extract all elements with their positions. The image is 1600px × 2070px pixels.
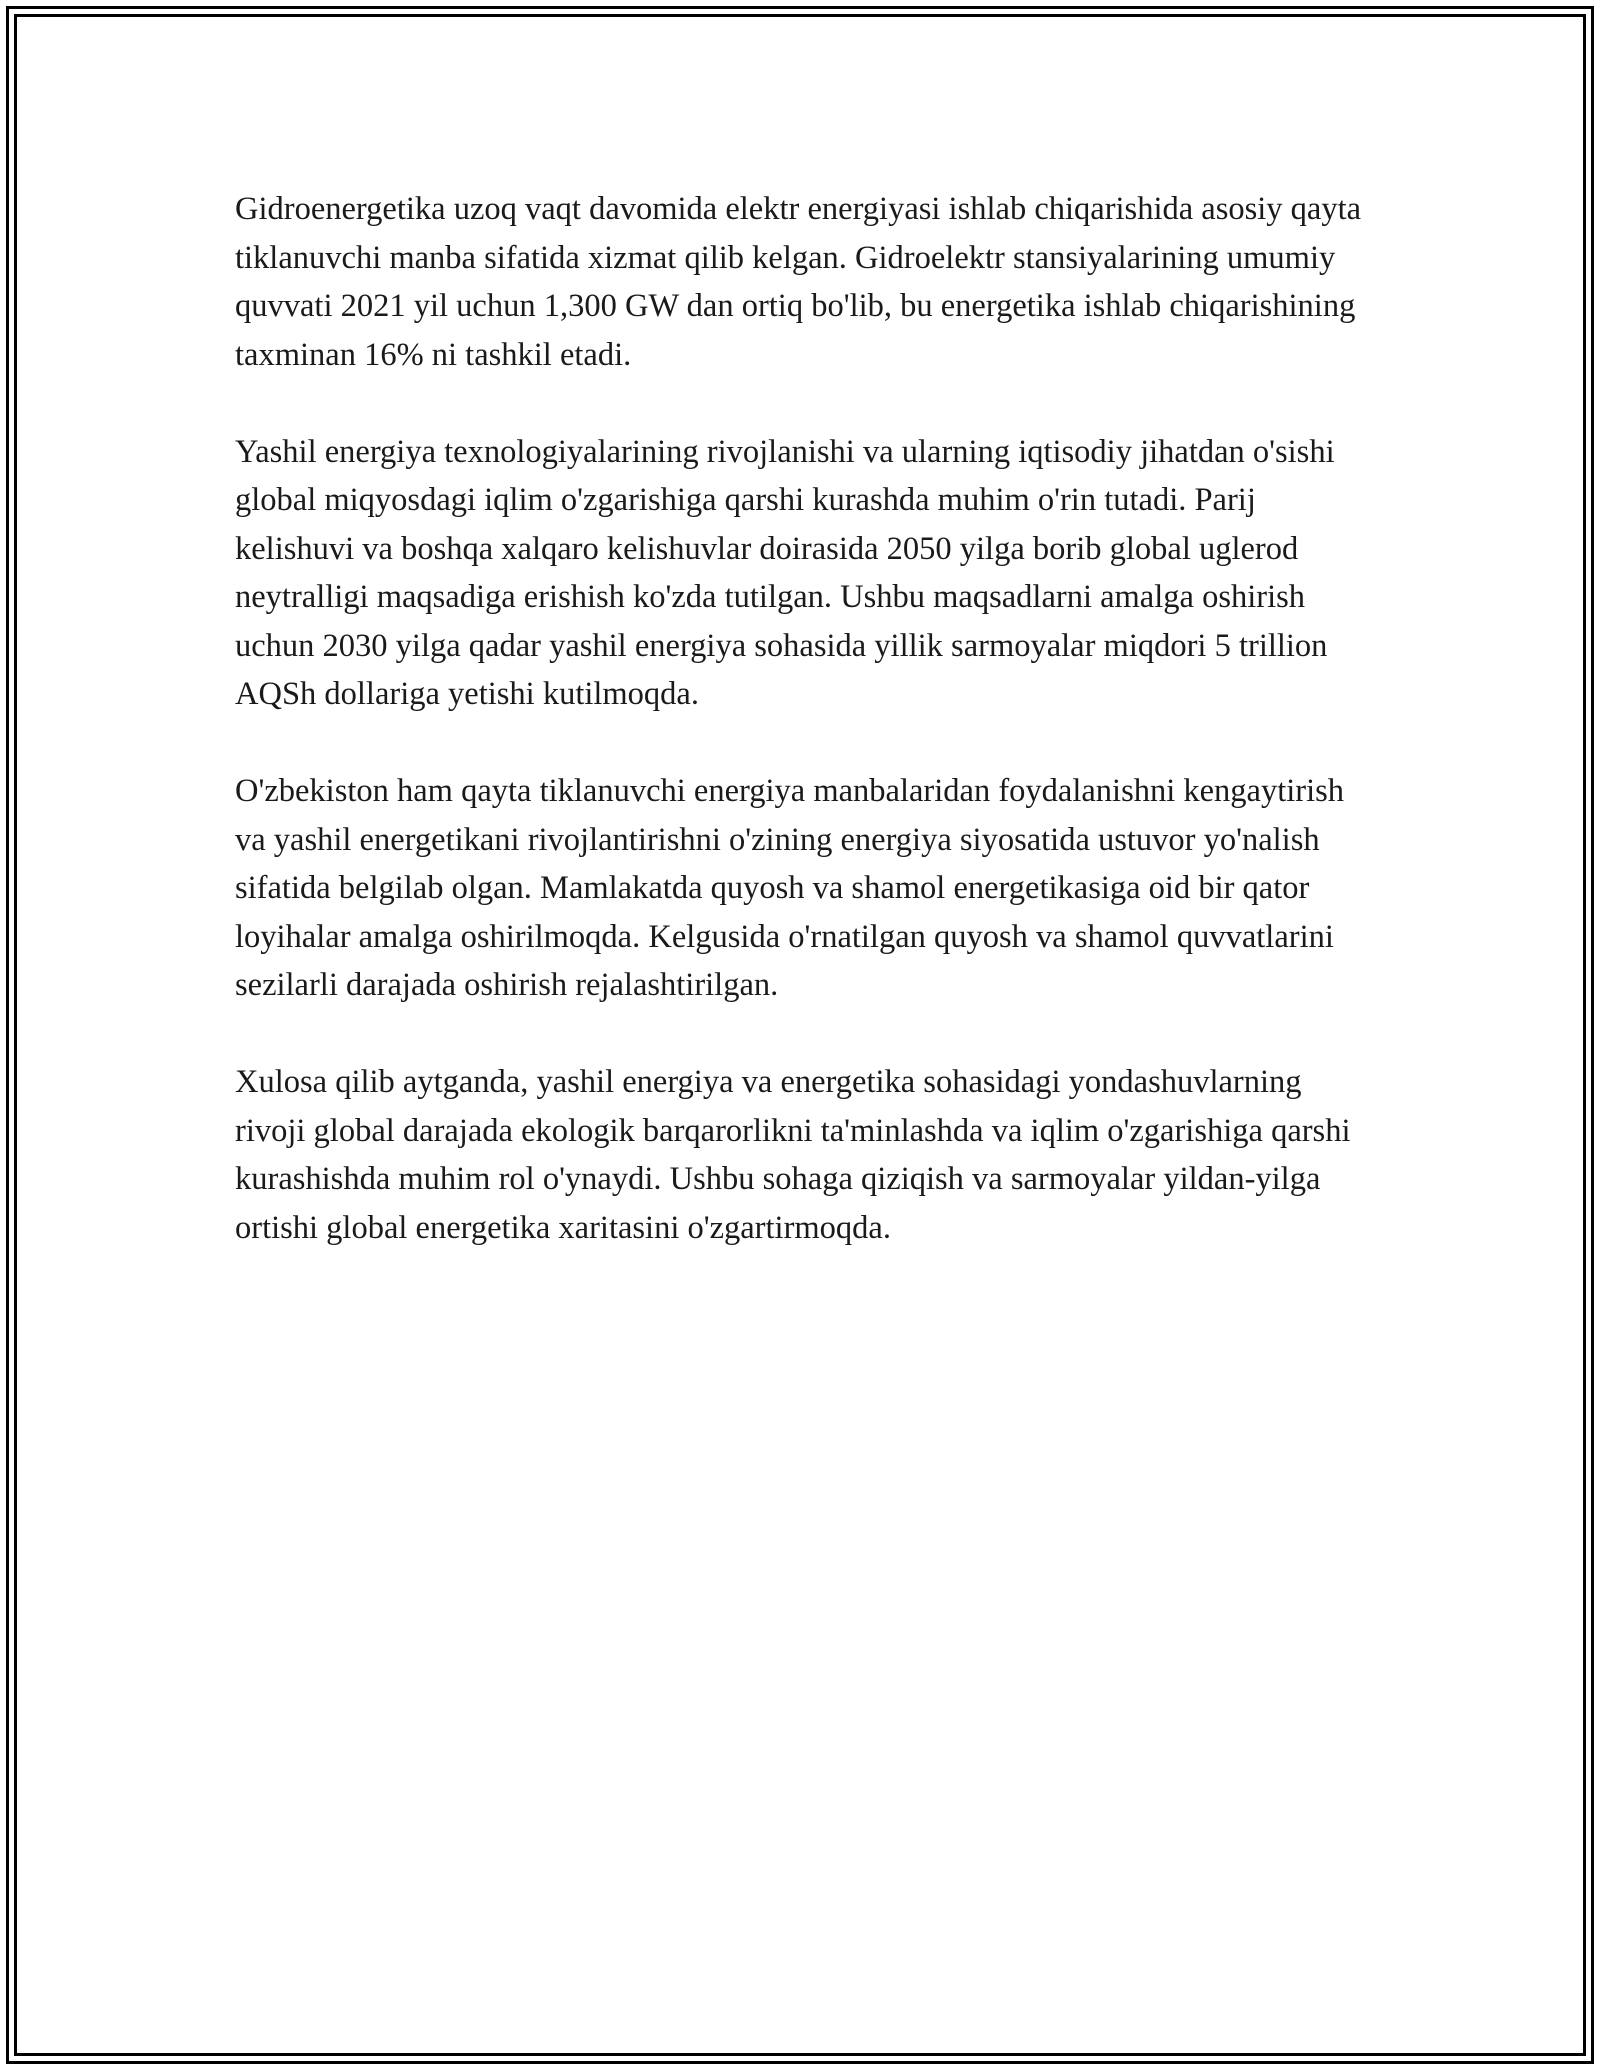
paragraph-conclusion: Xulosa qilib aytganda, yashil energiya va energetika sohasidagi yondashuvlarning rivoji global darajada ekologik barqarorlikni ta'minlashda va iqlim o'zgarishiga qarshi kurashishda muhim rol o'ynaydi. Ushbu sohaga qiziqish va sarmoyalar yildan-yilga ortishi global energetika xaritasini o'zgartirmoqda. [235, 1064, 1351, 1246]
paragraph-uzbekistan: O'zbekiston ham qayta tiklanuvchi energiya manbalaridan foydalanishni kengaytirish va yashil energetikani rivojlantirishni o'zining energiya siyosatida ustuvor yo'nalish sifatida belgilab olgan. Mamlakatda quyosh va shamol energetikasiga oid bir qator loyihalar amalga oshirilmoqda. Kelgusida o'rnatilgan quyosh va shamol quvvatlarini sezilarli darajada oshirish rejalashtirilgan. [235, 773, 1345, 1003]
paragraph-green-energy: Yashil energiya texnologiyalarining rivojlanishi va ularning iqtisodiy jihatdan o'sishi global miqyosdagi iqlim o'zgarishiga qarshi kurashda muhim o'rin tutadi. Parij kelishuvi va boshqa xalqaro kelishuvlar doirasida 2050 yilga borib global uglerod neytralligi maqsadiga erishish ko'zda tutilgan. Ushbu maqsadlarni amalga oshirish uchun 2030 yilga qadar yashil energiya sohasida yillik sarmoyalar miqdori 5 trillion AQSh dollariga yetishi kutilmoqda. [235, 433, 1335, 712]
paragraph-hydropower: Gidroenergetika uzoq vaqt davomida elektr energiyasi ishlab chiqarishida asosiy qayta tiklanuvchi manba sifatida xizmat qilib kelgan. Gidroelektr stansiyalarining umumiy quvvati 2021 yil uchun 1,300 GW dan ortiq bo'lib, bu energetika ishlab chiqarishining taxminan 16% ni tashkil etadi. [235, 191, 1362, 373]
document-body [235, 185, 1375, 1301]
